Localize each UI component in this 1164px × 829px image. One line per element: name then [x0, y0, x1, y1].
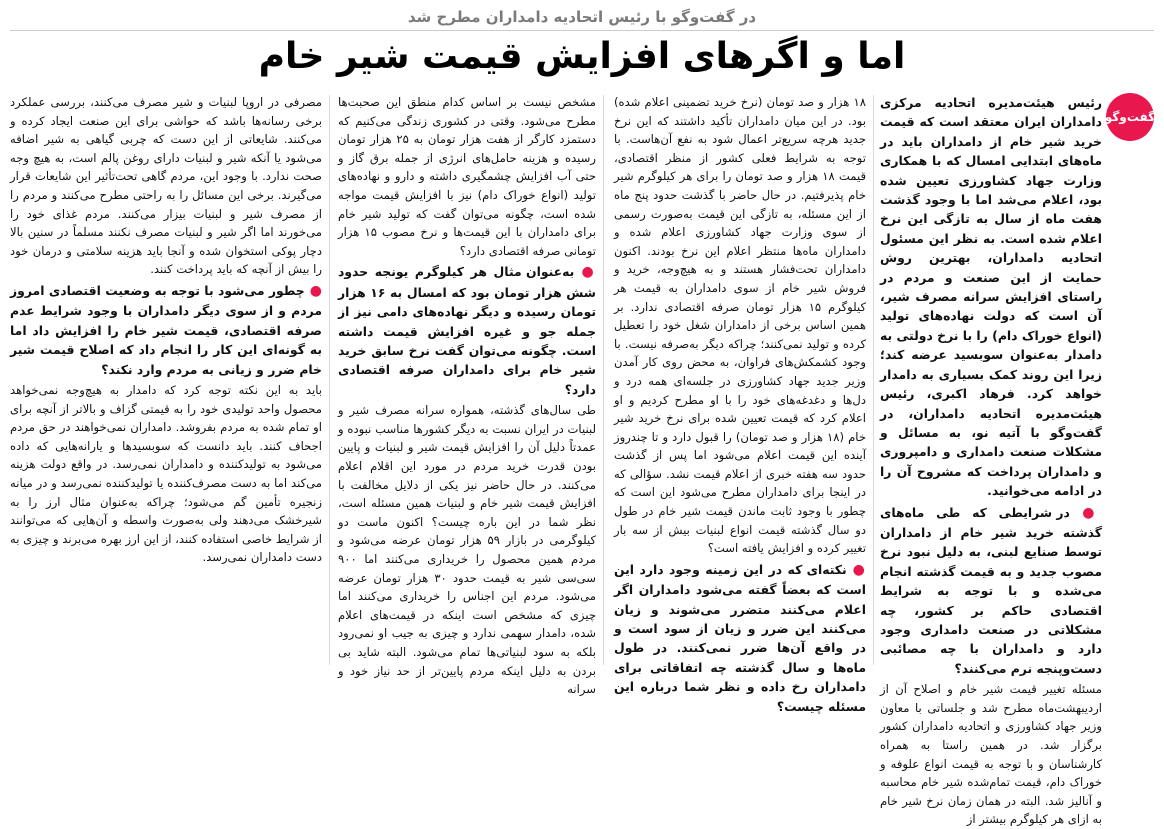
answer-4: باید به این نکته توجه کرد که دامدار به هیچ‌وجه نمی‌خواهد محصول واحد تولیدی خود را به قیمتی گزاف و بالاتر از آنچه برای او تمام شده به مردم بفروشد. دامداران نمی‌خواهند در حق مردم اجحاف کنند. باید دانست که سوبسیدها و یارانه‌هایی که داده می‌شود به تولیدکننده و دامداران نمی‌رسد. در واقع دولت هزینه می‌کند اما به دست مصرف‌کننده یا تولیدکننده نمی‌رسد و در میانه زنجیره تأمین گم می‌شود؛ چراکه به‌عنوان مثال ارز را به شیرخشک می‌دهند ولی به‌صورت واسطه و آن‌هایی که می‌توانند از شرایط خاصی استفاده کنند، از این ارز بهره می‌برند و چیزی به دست دامداران نمی‌رسد. — [10, 382, 322, 565]
question-text: نکته‌ای که در این زمینه وجود دارد این است که بعضاً گفته می‌شود دامداران اگر اعلام می‌کنند متضرر می‌شوند و زیان می‌کنند این ضرر و زیان از سود است و در واقع آن‌ها ضرر نمی‌کنند. در طول ماه‌ها و سال گذشته چه اتفاقاتی برای دامداران رخ داده و نظر شما درباره این مسئله چیست؟ — [614, 561, 866, 714]
article-intro: رئیس هیئت‌مدیره اتحادیه مرکزی دامداران ایران معتقد است که قیمت خرید شیر خام از دامداران باید در ماه‌های ابتدایی امسال که با همکاری وزارت جهاد کشاورزی تعیین شده بود، اعلام می‌شد اما با وجود گذشت هفت ماه از سال به تازگی این نرخ اعلام شده است. به نظر این مسئول اتحادیه دامداران، بهترین روش حمایت از این صنعت و مردم در راستای افزایش سرانه مصرف شیر، آن است که دولت نهاده‌های تولید (انواع خوراک دام) را با نرخ دولتی به دامدار به‌عنوان سوبسید عرضه کند؛ زیرا این روند کمک بسیاری به دامدار خواهد کرد. فرهاد اکبری، رئیس هیئت‌مدیره اتحادیه دامداران، در گفت‌وگو با آتیه نو، به مسائل و مشکلات صنعت دامداری و دامپروری و دامداران پرداخت که مشروح آن را در ادامه می‌خوانید. — [880, 95, 1102, 499]
bullet-icon: ● — [1069, 504, 1103, 521]
question-text: چطور می‌شود با توجه به وضعیت اقتصادی امروز مردم و از سوی دیگر دامداران با وجود شرایط عدم صرفه اقتصادی، قیمت شیر خام را افزایش داد اما به گونه‌ای این کار را انجام داد که اصلاح قیمت شیر خام ضرر و زیانی به مردم وارد نکند؟ — [10, 282, 322, 377]
header-divider — [10, 30, 1154, 31]
headline: اما و اگرهای افزایش قیمت شیر خام — [258, 36, 906, 77]
answer-2: مشخص نیست بر اساس کدام منطق این صحبت‌ها مطرح می‌شود. وقتی در کشوری زندگی می‌کنیم که دستمزد کارگر از هفت هزار تومان به ۲۵ هزار تومان رسیده و هزینه حامل‌های انرژی از جمله برق گاز و حتی آب افزایش چشمگیری داشته و دارو و نهاده‌های تولید (انواع خوراک دام) نیز با افزایش قیمت مواجه شده است، چگونه می‌توان گفت که تولید شیر خام برای دامداران با این قیمت‌ها و نرخ مصوب ۱۵ هزار تومانی صرفه اقتصادی دارد؟ — [338, 95, 596, 258]
bullet-icon: ● — [304, 282, 322, 299]
question-4 — [10, 281, 322, 379]
article-column-4 — [10, 93, 322, 678]
interview-badge: گفت‌وگو — [1106, 93, 1154, 141]
column-divider — [329, 95, 330, 665]
column-divider — [603, 95, 604, 665]
answer-3: طی سال‌های گذشته، همواره سرانه مصرف شیر و لبنیات در ایران نسبت به دیگر کشورها مناسب نبوده و عمدتاً دلیل آن را افزایش قیمت شیر و لبنیات و پایین بودن قدرت خرید مردم در مورد این اقلام اعلام می‌کنند. در حال حاضر نیز یکی از دلایل مخالفت با افزایش قیمت شیر خام و لبنیات همین مسئله است، نظر شما در این باره چیست؟ اکنون ماست دو کیلوگرمی در بازار ۵۹ هزار تومان عرضه می‌شود و مردم همین محصول را خریداری می‌کنند اما ۹۰۰ سی‌سی شیر به قیمت حدود ۳۰ هزار تومان عرضه می‌شود. مردم این اجناس را خریداری می‌کنند اما چیزی که مشخص است اینکه در قیمت‌های اعلام شده، دامدار سهمی ندارد و چیزی به جیب او نمی‌رود بلکه به سود لبنیاتی‌ها تمام می‌شود. البته شاید بی بردن به دلیل اینکه مردم پایین‌تر از حد نیاز خود و سرانه — [338, 403, 596, 697]
bullet-icon: ● — [574, 264, 596, 281]
question-1 — [880, 503, 1102, 679]
question-text: به‌عنوان مثال هر کیلوگرم یونجه حدود شش هزار تومان بود که امسال به ۱۶ هزار تومان رسیده و دیگر نهاده‌های دامی نیز از جمله جو و غیره افزایش قیمت داشته است. چگونه می‌توان گفت نرخ سابق خرید شیر خام برای دامداران صرفه اقتصادی دارد؟ — [338, 264, 596, 397]
question-3 — [338, 262, 596, 399]
bullet-icon: ● — [846, 561, 866, 578]
article-column-1 — [880, 93, 1103, 827]
answer-3-continued: مصرفی در اروپا لبنیات و شیر مصرف می‌کنند، بررسی عملکرد برخی رسانه‌ها باشد که حواشی برای این صنعت ایجاد کرده و می‌کنند. شایعاتی از این دست که چربی گیاهی به شیر اضافه می‌شود یا آنکه شیر و لبنیات دارای روغن پالم است، به هیچ وجه صحت ندارد. با وجود این، مردم گاهی تحت‌تأثیر این شایعات قرار می‌گیرند. برخی این مسائل را به راحتی مطرح می‌کنند و مردم را از مصرف شیر و لبنیات بیزار می‌کنند. مردم غذای خود را می‌خورند اما اگر شیر و لبنیات مصرف نکنند مسلماً در سنین بالا دچار پوکی استخوان شده و آنجا باید هزینه سلامتی و درمان خود را بیش از آنچه که باید پرداخت کنند. — [10, 95, 322, 277]
answer-1-continued: ۱۸ هزار و صد تومان (نرخ خرید تضمینی اعلام شده) بود. در این میان دامداران تأکید داشتند که این نرخ جدید هرچه سریع‌تر اعمال شود به نفع آن‌هاست. با توجه به شرایط فعلی کشور از منظر اقتصادی، قیمت ۱۸ هزار و صد تومان را برای هر کیلوگرم شیر خام پذیرفتیم. در حال حاضر با گذشت حدود پنج ماه از این مسئله، به تازگی این قیمت به‌صورت رسمی از سوی وزارت جهاد کشاورزی اعلام شده و دامداران ماه‌ها منتظر اعلام این نرخ بودند. اکنون دامداران تحت‌فشار هستند و به هیچ‌وجه، خرید و فروش شیر خام از سوی دامداران به قیمت هر کیلوگرم ۱۵ هزار تومان صرفه اقتصادی ندارد. بر همین اساس برخی از دامداران شغل خود را تعطیل کرده و تولید نمی‌کنند؛ چراکه دیگر به‌صرفه نیست. با وجود کشمکش‌های فراوان، به محض روی کار آمدن وزیر جدید جهاد کشاورزی در جلسه‌ای همه درد و دل‌ها و دغدغه‌های خود را با او مطرح کردیم و او اعلام کرد که قیمت تعیین شده برای نرخ خرید شیر خام (۱۸ هزار و صد تومان) را قبول دارد و تا چندروز آینده این قیمت اعلام می‌شود اما پس از گذشت حدود سه هفته خبری از اعلام قیمت نشد. سؤالی که در اینجا برای دامداران مطرح می‌شود این است که چطور با وجود ثابت ماندن قیمت شیر خام در طول دو سال گذشته قیمت انواع لبنیات بیش از سه بار تغییر کرده و افزایش یافته است؟ — [614, 95, 866, 556]
answer-1: مسئله تغییر قیمت شیر خام و اصلاح آن از اردیبهشت‌ماه مطرح شد و جلساتی با معاون وزیر جهاد کشاورزی و اتحادیه دامداران کشور برگزار شد. در همین راستا به همراه کارشناسان و با توجه به قیمت انواع علوفه و خوراک دام، قیمت تمام‌شده شیر خام محاسبه و آنالیز شد. البته در همان زمان نرخ شیر خام به ازای هر کیلوگرم بیشتر از — [880, 682, 1102, 827]
kicker: در گفت‌وگو با رئیس اتحادیه دامداران مطرح شد — [407, 8, 757, 26]
question-text: در شرایطی که طی ماه‌های گذشته خرید شیر خام از دامداران توسط صنایع لبنی، به دلیل نبود نرخ مصوب جدید و به قیمت گذشته انجام می‌شده و با توجه به شرایط اقتصادی حاکم بر کشور، چه مشکلاتی در صنعت دامداری وجود دارد و دامداران با چه مصائبی دست‌وپنجه نرم می‌کنند؟ — [880, 504, 1102, 676]
question-2 — [614, 560, 866, 716]
column-divider — [873, 95, 874, 665]
article-column-3 — [338, 93, 596, 697]
article-column-2 — [614, 93, 866, 714]
